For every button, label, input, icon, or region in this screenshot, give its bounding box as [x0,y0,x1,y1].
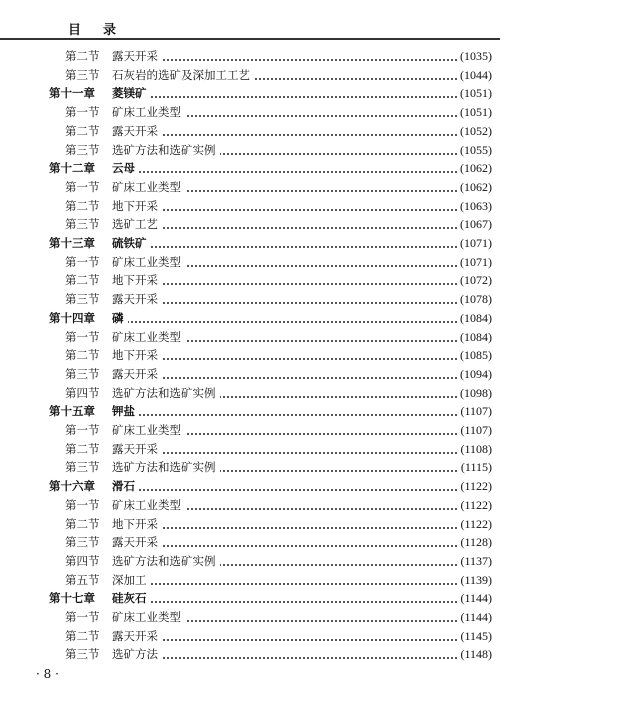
entry-title: 露天开采 [112,627,162,646]
entry-page: (1145) [457,627,492,646]
entry-label: 第三节 [65,647,100,662]
entry-title: 露天开采 [112,47,162,66]
toc-section-entry [0,103,640,122]
toc-section-entry [0,215,640,234]
leader-dots [112,358,480,360]
entry-page: (1098) [457,384,492,403]
leader-dots [112,583,480,585]
entry-label: 第一节 [65,610,100,624]
entry-title: 地下开采 [112,197,162,216]
entry-label: 第十七章 [49,591,95,606]
entry-page: (1035) [457,47,492,66]
toc-section-entry [0,141,640,160]
toc-section-entry [0,328,640,347]
entry-page: (1148) [457,645,492,664]
entry-label: 第一节 [65,254,100,269]
entry-label: 第一节 [65,497,100,512]
entry-label: 第十一章 [49,86,95,101]
toc-section-entry [0,421,640,440]
toc-chapter-entry [0,159,640,178]
entry-label: 第一节 [65,423,100,437]
entry-title: 露天开采 [112,440,162,459]
entry-page: (1055) [457,141,492,160]
entry-page: (1108) [457,440,492,459]
entry-title: 选矿方法和选矿实例 [112,141,220,160]
leader-dots [112,283,480,285]
entry-title: 露天开采 [112,122,162,141]
entry-page: (1062) [457,178,492,197]
entry-title: 深加工 [112,571,151,590]
leader-dots [112,96,480,98]
entry-label: 第三节 [65,460,100,475]
entry-page: (1122) [457,477,492,496]
toc-section-entry [0,515,640,534]
toc-chapter-entry [0,234,640,253]
leader-dots [112,489,480,491]
entry-page: (1094) [457,365,492,384]
toc-chapter-entry [0,477,640,496]
entry-label: 第三节 [65,535,100,550]
entry-page: (1071) [457,253,492,272]
leader-dots [112,657,480,659]
toc-chapter-entry [0,402,640,421]
toc-section-entry [0,253,640,272]
entry-label: 第二节 [65,441,100,456]
toc-section-entry [0,197,640,216]
leader-dots [112,59,480,61]
toc-chapter-entry [0,589,640,608]
entry-page: (1072) [457,271,492,290]
entry-label: 第三节 [65,366,100,381]
entry-page: (1144) [457,589,492,608]
toc-section-entry [0,571,640,590]
leader-dots [112,302,480,304]
entry-title: 菱镁矿 [112,84,151,103]
entry-label: 第二节 [65,273,100,288]
entry-label: 第十五章 [49,404,95,419]
toc-section-entry [0,608,640,627]
page-number: · 8 · [36,667,59,681]
entry-title: 矿床工业类型 [112,178,185,197]
page-title: 目录 [68,23,139,38]
toc-section-entry [0,346,640,365]
entry-title: 矿床工业类型 [112,496,185,515]
leader-dots [112,227,480,229]
entry-title: 矿床工业类型 [112,608,185,627]
leader-dots [112,209,480,211]
leader-dots [112,414,480,416]
entry-label: 第二节 [65,49,100,63]
toc-section-entry [0,496,640,515]
toc-section-entry [0,440,640,459]
leader-dots [112,377,480,379]
entry-title: 云母 [112,159,139,178]
entry-title: 露天开采 [112,365,162,384]
entry-title: 露天开采 [112,290,162,309]
leader-dots [112,321,480,323]
toc-section-entry [0,458,640,477]
entry-label: 第三节 [65,142,100,157]
entry-label: 第一节 [65,179,100,194]
toc-section-entry [0,384,640,403]
entry-page: (1078) [457,290,492,309]
toc-section-entry [0,290,640,309]
entry-page: (1137) [457,552,492,571]
entry-page: (1084) [457,328,492,347]
entry-page: (1063) [457,197,492,216]
entry-page: (1044) [457,66,492,85]
entry-label: 第二节 [65,348,100,363]
leader-dots [112,134,480,136]
entry-page: (1052) [457,122,492,141]
toc-section-entry [0,178,640,197]
entry-page: (1067) [457,215,492,234]
header-rule [0,38,500,40]
toc-section-entry [0,122,640,141]
leader-dots [112,527,480,529]
entry-title: 地下开采 [112,271,162,290]
leader-dots [112,452,480,454]
toc-section-entry [0,271,640,290]
leader-dots [112,601,480,603]
entry-label: 第三节 [65,292,100,307]
entry-title: 矿床工业类型 [112,421,185,440]
entry-page: (1084) [457,309,492,328]
entry-title: 滑石 [112,477,139,496]
entry-title: 矿床工业类型 [112,328,185,347]
entry-label: 第十六章 [49,479,95,494]
entry-title: 磷 [112,309,128,328]
leader-dots [112,639,480,641]
entry-page: (1085) [457,346,492,365]
leader-dots [112,545,480,547]
entry-label: 第二节 [65,628,100,643]
entry-title: 硅灰石 [112,589,151,608]
entry-label: 第二节 [65,198,100,213]
entry-title: 选矿方法和选矿实例 [112,384,220,403]
entry-label: 第四节 [65,385,100,400]
entry-title: 地下开采 [112,346,162,365]
entry-title: 地下开采 [112,515,162,534]
entry-label: 第二节 [65,516,100,531]
entry-page: (1107) [457,421,492,440]
entry-title: 选矿方法和选矿实例 [112,458,220,477]
toc-section-entry [0,627,640,646]
toc-section-entry [0,645,640,664]
entry-page: (1144) [457,608,492,627]
toc-section-entry [0,552,640,571]
entry-page: (1139) [457,571,492,590]
entry-label: 第四节 [65,553,100,568]
entry-page: (1115) [458,458,492,477]
entry-title: 矿床工业类型 [112,253,185,272]
entry-page: (1062) [457,159,492,178]
entry-page: (1122) [457,515,492,534]
entry-page: (1107) [457,402,492,421]
entry-title: 石灰岩的选矿及深加工工艺 [112,66,254,85]
entry-title: 矿床工业类型 [112,103,185,122]
entry-page: (1071) [457,234,492,253]
entry-page: (1122) [457,496,492,515]
entry-title: 选矿方法 [112,645,162,664]
toc-section-entry [0,66,640,85]
entry-page: (1128) [457,533,492,552]
entry-label: 第五节 [65,572,100,587]
toc-section-entry [0,47,640,66]
entry-page: (1051) [457,103,492,122]
entry-label: 第三节 [65,67,100,82]
entry-label: 第十三章 [49,236,95,250]
entry-title: 钾盐 [112,402,139,421]
toc-section-entry [0,365,640,384]
entry-title: 选矿工艺 [112,215,162,234]
entry-label: 第二节 [65,123,100,138]
entry-label: 第十四章 [49,310,95,325]
entry-title: 露天开采 [112,533,162,552]
entry-label: 第十二章 [49,161,95,176]
entry-title: 选矿方法和选矿实例 [112,552,220,571]
entry-label: 第一节 [65,105,100,120]
leader-dots [112,246,480,248]
toc-section-entry [0,533,640,552]
entry-label: 第三节 [65,217,100,232]
entry-title: 硫铁矿 [112,234,151,253]
entry-label: 第一节 [65,329,100,344]
toc-chapter-entry [0,309,640,328]
entry-page: (1051) [457,84,492,103]
toc-chapter-entry [0,84,640,103]
leader-dots [112,171,480,173]
